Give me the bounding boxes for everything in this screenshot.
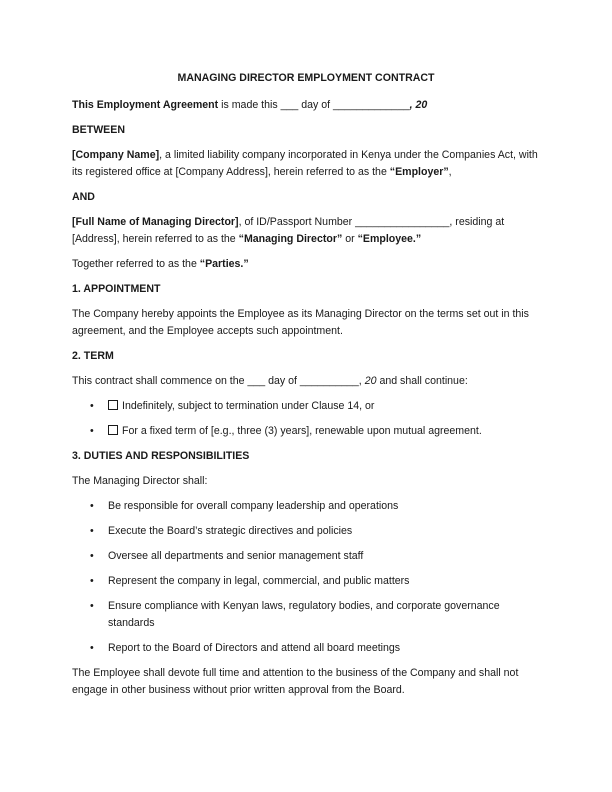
section2-body [72,373,540,390]
duty-item [72,573,540,590]
intro-bold: This Employment Agreement [72,99,219,111]
section2-body-year: 20 [364,375,377,387]
employee-or: or [342,233,358,245]
section1-body: The Company hereby appoints the Employee as its Managing Director on the terms set out in this agreement, and the Employee accepts such appointment. [72,308,529,337]
bullet-icon: • [90,500,94,512]
intro-year: , 20 [409,99,428,111]
intro-paragraph [72,97,540,114]
duty-text: Ensure compliance with Kenyan laws, regulatory bodies, and corporate governance standards [108,600,500,629]
employee-text: , of ID/Passport Number ________________, residing at [Address], herein referred to as the [72,216,505,245]
employer-role: “Employer” [389,166,449,178]
duty-text: Be responsible for overall company leadership and operations [108,500,399,512]
duty-text: Represent the company in legal, commercial, and public matters [108,575,410,587]
section1-heading: 1. APPOINTMENT [72,283,161,295]
section3-intro: The Managing Director shall: [72,475,208,487]
duty-item [72,523,540,540]
employer-text: , a limited liability company incorporated in Kenya under the Companies Act, with its registered office at [Company Address], herein referred to as the [72,149,538,178]
section2-heading: 2. TERM [72,350,114,362]
between-label: BETWEEN [72,124,125,136]
duty-text: Oversee all departments and senior management staff [108,550,364,562]
bullet-icon: • [90,575,94,587]
bullet-icon: • [90,400,94,412]
parties-bold: “Parties.” [199,258,249,270]
duty-item [72,498,540,515]
and-label: AND [72,191,95,203]
section3-closing: The Employee shall devote full time and attention to the business of the Company and shall not engage in other business without prior written approval from the Board. [72,667,519,696]
section2-body-end: and shall continue: [376,375,468,387]
employee-role-employee: “Employee.” [357,233,422,245]
section3-heading: 3. DUTIES AND RESPONSIBILITIES [72,450,250,462]
employer-paragraph [72,147,540,181]
checkbox-icon[interactable] [108,425,118,435]
term-option-label: Indefinitely, subject to termination under Clause 14, or [122,400,375,412]
employee-name: [Full Name of Managing Director] [72,216,239,228]
employer-end: , [448,166,452,178]
duties-list [72,498,540,657]
bullet-icon: • [90,525,94,537]
term-option-fixed [72,423,540,440]
duty-text: Execute the Board’s strategic directives and policies [108,525,353,537]
bullet-icon: • [90,425,94,437]
duty-item [72,640,540,657]
duty-item [72,598,540,632]
intro-text: is made this ___ day of _____________ [218,99,410,111]
duty-text: Report to the Board of Directors and attend all board meetings [108,642,401,654]
employer-name: [Company Name] [72,149,160,161]
employee-paragraph [72,214,540,248]
parties-text: Together referred to as the [72,258,200,270]
term-options-list [72,398,540,440]
bullet-icon: • [90,550,94,562]
document-title: MANAGING DIRECTOR EMPLOYMENT CONTRACT [177,72,435,84]
term-option-indefinite [72,398,540,415]
checkbox-icon[interactable] [108,400,118,410]
employee-role-md: “Managing Director” [238,233,343,245]
term-option-label: For a fixed term of [e.g., three (3) years], renewable upon mutual agreement. [122,425,482,437]
duty-item [72,548,540,565]
parties-paragraph [72,256,540,273]
bullet-icon: • [90,642,94,654]
bullet-icon: • [90,600,94,612]
section2-body-start: This contract shall commence on the ___ day of __________, [72,375,365,387]
